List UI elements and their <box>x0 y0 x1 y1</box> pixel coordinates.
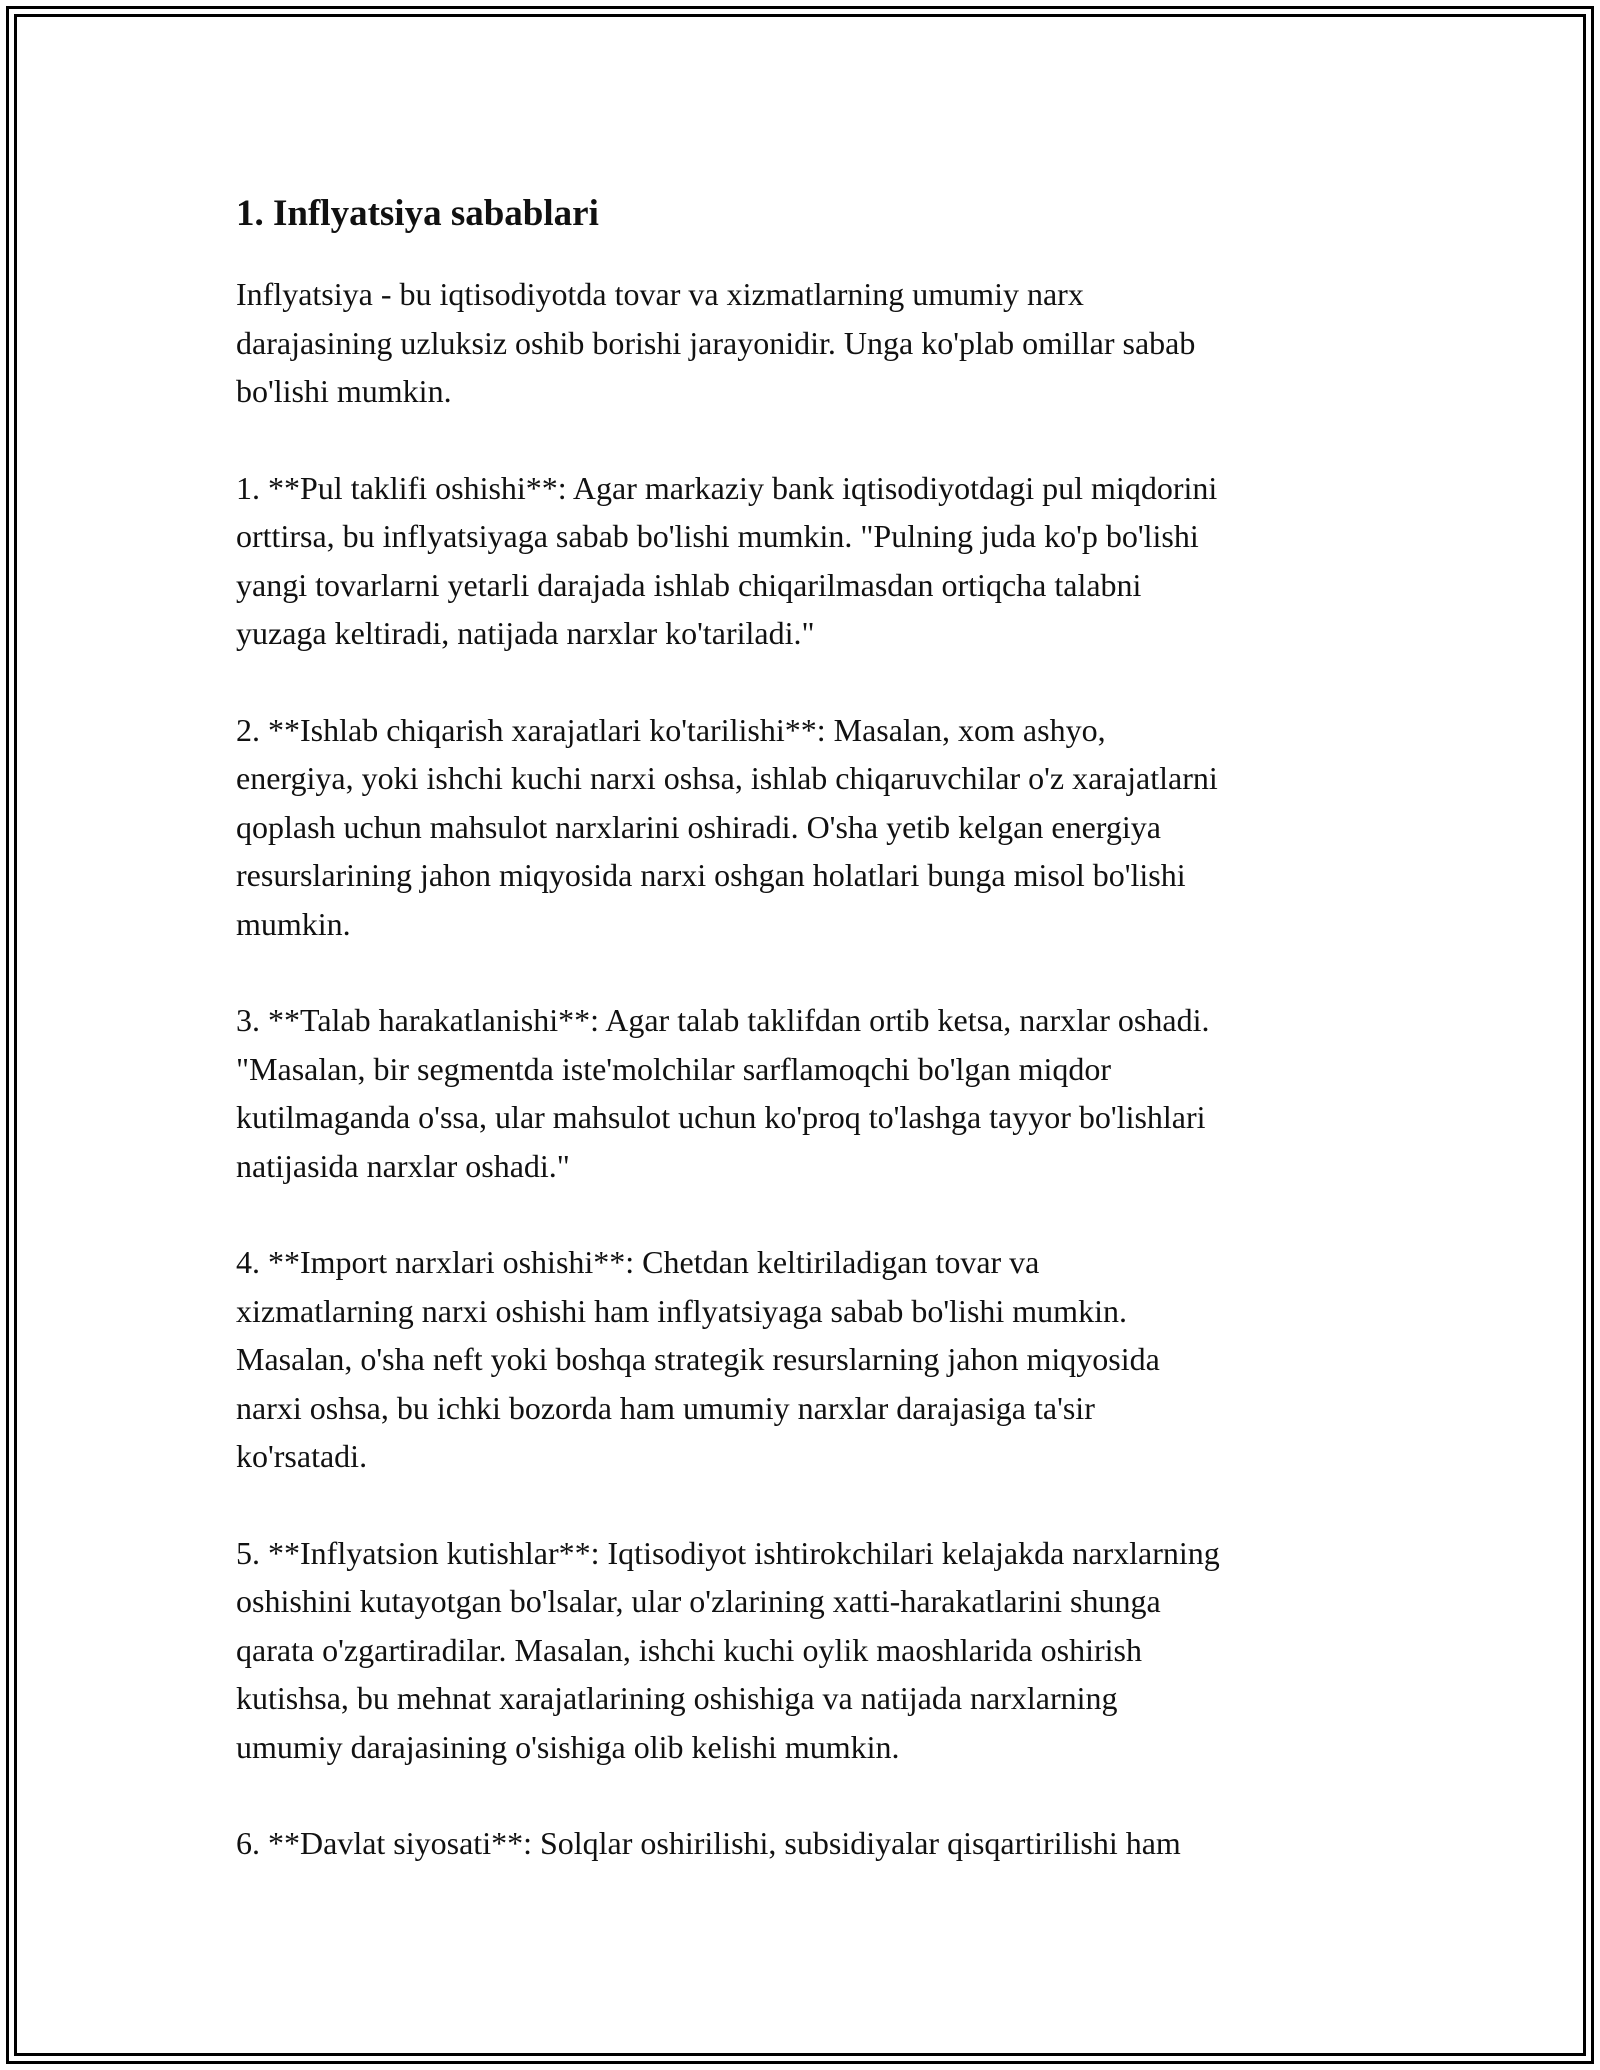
cause-1-money-supply: 1. **Pul taklifi oshishi**: Agar markaziy bank iqtisodiyotdagi pul miqdorini orttirsa, bu inflyatsiyaga sabab bo'lishi mumkin. "Pulning juda ko'p bo'lishi yangi tovarlarni yetarli darajada ishlab chiqarilmasdan ortiqcha talabni yuzaga keltiradi, natijada narxlar ko'tariladi." <box>236 469 1218 651</box>
cause-5-inflation-expectations: 5. **Inflyatsion kutishlar**: Iqtisodiyot ishtirokchilari kelajakda narxlarning oshishini kutayotgan bo'lsalar, ular o'zlarining xatti-harakatlarini shunga qarata o'zgartiradilar. Masalan, ishchi kuchi oylik maoshlarida oshirish kutishsa, bu mehnat xarajatlarining oshishiga va natijada narxlarning umumiy darajasining o'sishiga olib kelishi mumkin. <box>236 1534 1220 1765</box>
document-body <box>236 186 1386 1916</box>
cause-2-production-costs: 2. **Ishlab chiqarish xarajatlari ko'tarilishi**: Masalan, xom ashyo, energiya, yoki ishchi kuchi narxi oshsa, ishlab chiqaruvchilar o'z xarajatlarni qoplash uchun mahsulot narxlarini oshiradi. O'sha yetib kelgan energiya resurslarining jahon miqyosida narxi oshgan holatlari bunga misol bo'lishi mumkin. <box>236 711 1218 942</box>
cause-4-import-prices: 4. **Import narxlari oshishi**: Chetdan keltiriladigan tovar va xizmatlarning narxi oshishi ham inflyatsiyaga sabab bo'lishi mumkin. Masalan, o'sha neft yoki boshqa strategik resurslarning jahon miqyosida narxi oshsa, bu ichki bozorda ham umumiy narxlar darajasiga ta'sir ko'rsatadi. <box>236 1244 1160 1474</box>
section-heading: 1. Inflyatsiya sabablari <box>236 193 599 234</box>
cause-3-demand: 3. **Talab harakatlanishi**: Agar talab taklifdan ortib ketsa, narxlar oshadi. "Masalan, bir segmentda iste'molchilar sarflamoqchi bo'lgan miqdor kutilmaganda o'ssa, ular mahsulot uchun ko'proq to'lashga tayyor bo'lishlari natijasida narxlar oshadi." <box>236 1002 1210 1184</box>
cause-6-government-policy: 6. **Davlat siyosati**: Solqlar oshirilishi, subsidiyalar qisqartirilishi ham <box>236 1825 1181 1861</box>
intro-paragraph: Inflyatsiya - bu iqtisodiyotda tovar va xizmatlarning umumiy narx darajasining uzluksiz oshib borishi jarayonidir. Unga ko'plab omillar sabab bo'lishi mumkin. <box>236 276 1196 409</box>
